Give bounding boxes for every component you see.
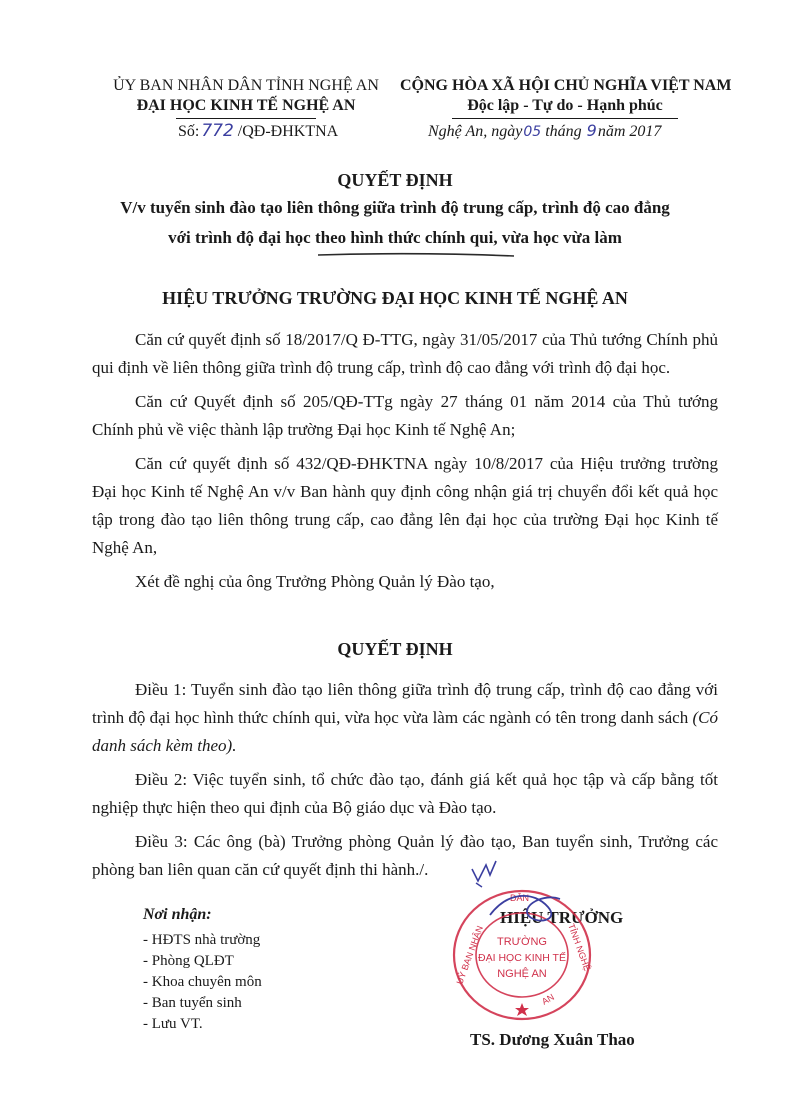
seal-ring-right: TỈNH NGHỆ bbox=[566, 922, 593, 973]
seal-ring-top: DÂN bbox=[510, 893, 530, 903]
preamble-paragraph: Căn cứ quyết định số 18/2017/Q Đ-TTG, ngày 31/05/2017 của Thủ tướng Chính phủ qui định về liên thông giữa trình độ trung cấp, trình độ cao đẳng với trình độ đại học. bbox=[92, 330, 718, 377]
seal-ring-bottom: AN bbox=[540, 991, 556, 1007]
preamble-block bbox=[92, 326, 718, 596]
articles-block bbox=[92, 676, 718, 884]
date-day: 05 bbox=[523, 124, 542, 140]
issuer-parent-org: ỦY BAN NHÂN DÂN TỈNH NGHỆ AN bbox=[113, 77, 379, 94]
article-2: Điều 2: Việc tuyển sinh, tổ chức đào tạo, đánh giá kết quả học tập và cấp bằng tốt nghiệp thực hiện theo qui định của Bộ giáo dục và Đào tạo. bbox=[92, 770, 718, 817]
recipient-item: - Lưu VT. bbox=[143, 1016, 203, 1032]
seal-center-line-2: ĐẠI HỌC KINH TẾ bbox=[478, 952, 566, 964]
number-handwritten: 772 bbox=[201, 121, 234, 141]
seal-center-line-1: TRƯỜNG bbox=[497, 936, 547, 948]
preamble-paragraph: Căn cứ Quyết định số 205/QĐ-TTg ngày 27 tháng 01 năm 2014 của Thủ tướng Chính phủ về việc thành lập trường Đại học Kinh tế Nghệ An; bbox=[92, 392, 718, 439]
national-motto: Độc lập - Tự do - Hạnh phúc bbox=[467, 97, 663, 114]
recipient-item: - Khoa chuyên môn bbox=[143, 974, 262, 990]
signer-name: TS. Dương Xuân Thao bbox=[470, 1030, 635, 1049]
preamble-paragraph: Căn cứ quyết định số 432/QĐ-ĐHKTNA ngày 10/8/2017 của Hiệu trưởng trường Đại học Kinh tế Nghệ An v/v Ban hành quy định công nhận giá trị chuyển đổi kết quả học tập trong đào tạo liên thông trung cấp, cao đẳng lên đại học của trường Đại học Kinh tế Nghệ An, bbox=[92, 454, 718, 557]
subject-line-2: với trình độ đại học theo hình thức chính qui, vừa học vừa làm bbox=[168, 228, 622, 247]
official-seal bbox=[448, 885, 596, 1025]
recipients-title bbox=[143, 904, 383, 926]
recipient-item: - Phòng QLĐT bbox=[143, 953, 234, 969]
seal-star bbox=[515, 1003, 529, 1016]
issuer-underline bbox=[176, 118, 316, 119]
seal-center-line-3: NGHỆ AN bbox=[497, 968, 547, 980]
date-month-label: tháng bbox=[545, 123, 582, 140]
subject-underline-mark bbox=[316, 250, 516, 260]
article-1-text: Điều 1: Tuyển sinh đào tạo liên thông giữa trình độ trung cấp, trình độ cao đẳng với trình độ đại học hình thức chính qui, vừa học vừa làm các ngành có tên trong danh sách bbox=[92, 680, 718, 727]
article-1-note: (Có danh sách kèm theo). bbox=[92, 708, 718, 755]
issuer-org: ĐẠI HỌC KINH TẾ NGHỆ AN bbox=[136, 97, 356, 114]
issue-date bbox=[428, 120, 661, 143]
national-title: CỘNG HÒA XÃ HỘI CHỦ NGHĨA VIỆT NAM bbox=[400, 77, 732, 94]
recipients-title-text: Nơi nhận bbox=[143, 906, 207, 923]
document-number bbox=[178, 120, 338, 143]
number-prefix: Số: bbox=[178, 123, 200, 140]
number-suffix: /QĐ-ĐHKTNA bbox=[237, 123, 339, 140]
article-3: Điều 3: Các ông (bà) Trưởng phòng Quản lý đào tạo, Ban tuyển sinh, Trưởng các phòng ban liên quan căn cứ quyết định thi hành./. bbox=[92, 832, 718, 879]
date-prefix: Nghệ An, ngày bbox=[428, 123, 523, 140]
recipient-item: - HĐTS nhà trường bbox=[143, 932, 261, 948]
document-heading: QUYẾT ĐỊNH bbox=[337, 170, 453, 190]
subject-line-1: V/v tuyển sinh đào tạo liên thông giữa trình độ trung cấp, trình độ cao đẳng bbox=[120, 198, 670, 217]
recipients-block bbox=[143, 904, 383, 1035]
date-year: năm 2017 bbox=[597, 123, 662, 140]
seal-ring-left: UỶ BAN NHÂN bbox=[454, 924, 485, 986]
recipient-item: - Ban tuyển sinh bbox=[143, 995, 242, 1011]
motto-underline bbox=[452, 118, 678, 119]
initial-tick-mark bbox=[468, 855, 508, 889]
date-month: 9 bbox=[586, 121, 597, 140]
article-1 bbox=[92, 676, 718, 760]
signer-role: HIỆU TRƯỞNG bbox=[500, 908, 624, 927]
issuing-authority: HIỆU TRƯỞNG TRƯỜNG ĐẠI HỌC KINH TẾ NGHỆ AN bbox=[162, 288, 628, 308]
decision-heading: QUYẾT ĐỊNH bbox=[337, 639, 453, 659]
preamble-paragraph: Xét đề nghị của ông Trưởng Phòng Quản lý Đào tạo, bbox=[135, 572, 495, 591]
recipients-title-colon: : bbox=[206, 906, 212, 923]
